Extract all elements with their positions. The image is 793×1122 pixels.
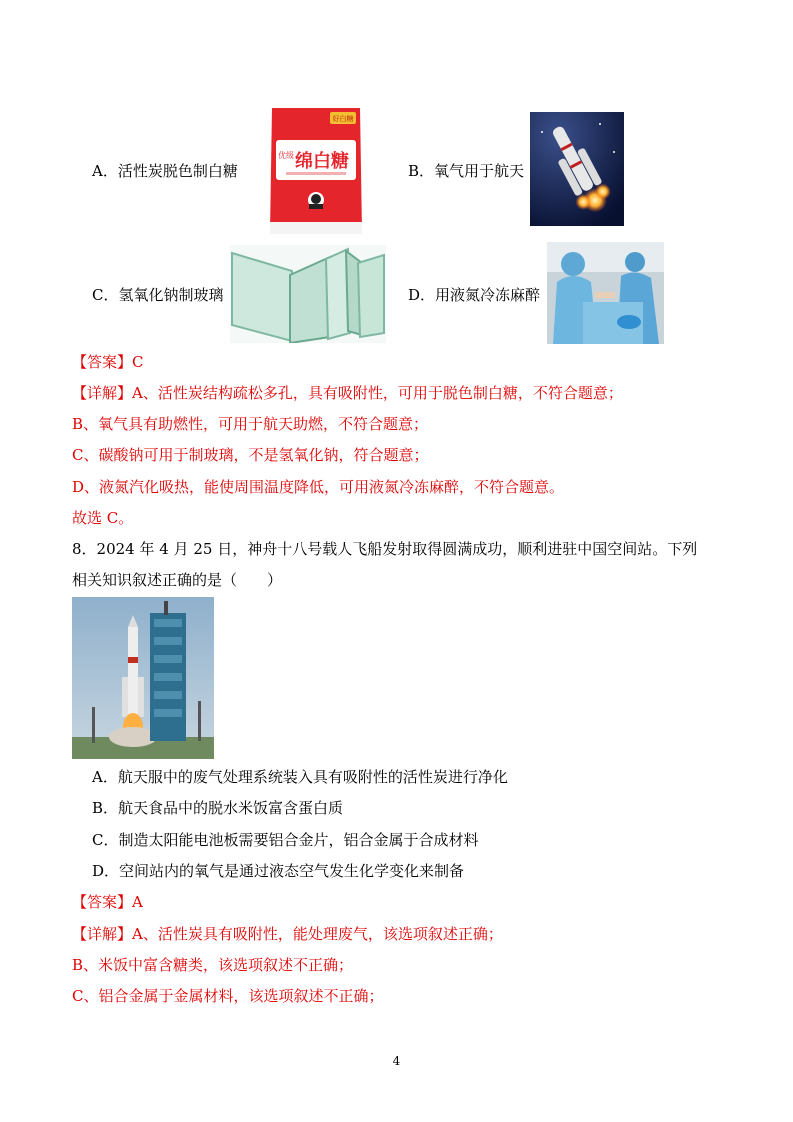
q8-detail-a: 【详解】A、活性炭具有吸附性，能处理废气，该选项叙述正确； <box>72 925 503 943</box>
q7-detail-b: B、氧气具有助燃性，可用于航天助燃，不符合题意； <box>72 415 429 433</box>
q7-option-b: B．氧气用于航天 <box>408 162 525 180</box>
q8-option-d: D．空间站内的氧气是通过液态空气发生化学变化来制备 <box>92 862 465 880</box>
shenzhou-launch-image <box>72 597 214 759</box>
q7-detail-d: D、液氮汽化吸热，能使周围温度降低，可用液氮冷冻麻醉，不符合题意。 <box>72 478 565 496</box>
page-number: 4 <box>392 1054 401 1068</box>
sugar-tag-text: 好白糖 <box>332 115 354 123</box>
sugar-bag-image <box>266 104 366 238</box>
sugar-name-text: 绵白糖 <box>295 151 349 172</box>
q8-stem-line-1: 8．2024 年 4 月 25 日，神舟十八号载人飞船发射取得圆满成功，顺利进驻中国空间站。下列 <box>72 540 698 558</box>
q7-option-c: C．氢氧化钠制玻璃 <box>92 286 224 304</box>
q8-stem-line-2: 相关知识叙述正确的是（ ） <box>72 571 283 589</box>
q8-detail-c: C、铝合金属于金属材料，该选项叙述不正确； <box>72 987 384 1005</box>
q8-answer: 【答案】A <box>72 893 143 911</box>
q7-option-d: D．用液氮冷冻麻醉 <box>408 286 541 304</box>
q7-conclusion: 故选 C。 <box>72 509 134 527</box>
q7-answer: 【答案】C <box>72 353 144 371</box>
q8-detail-b: B、米饭中富含糖类，该选项叙述不正确； <box>72 956 354 974</box>
glass-sheets-image <box>230 245 386 343</box>
q8-option-c: C．制造太阳能电池板需要铝合金片，铝合金属于合成材料 <box>92 831 479 849</box>
rocket-launch-image <box>530 112 624 226</box>
q8-option-a: A．航天服中的废气处理系统装入具有吸附性的活性炭进行净化 <box>92 768 508 786</box>
q7-detail-c: C、碳酸钠可用于制玻璃，不是氢氧化钠，符合题意； <box>72 446 429 464</box>
surgery-image <box>547 242 664 344</box>
q7-detail-a: 【详解】A、活性炭结构疏松多孔，具有吸附性，可用于脱色制白糖，不符合题意； <box>72 384 623 402</box>
q8-option-b: B．航天食品中的脱水米饭富含蛋白质 <box>92 799 344 817</box>
q7-option-a: A．活性炭脱色制白糖 <box>92 162 238 180</box>
sugar-brand-text: 优级 <box>278 151 294 160</box>
